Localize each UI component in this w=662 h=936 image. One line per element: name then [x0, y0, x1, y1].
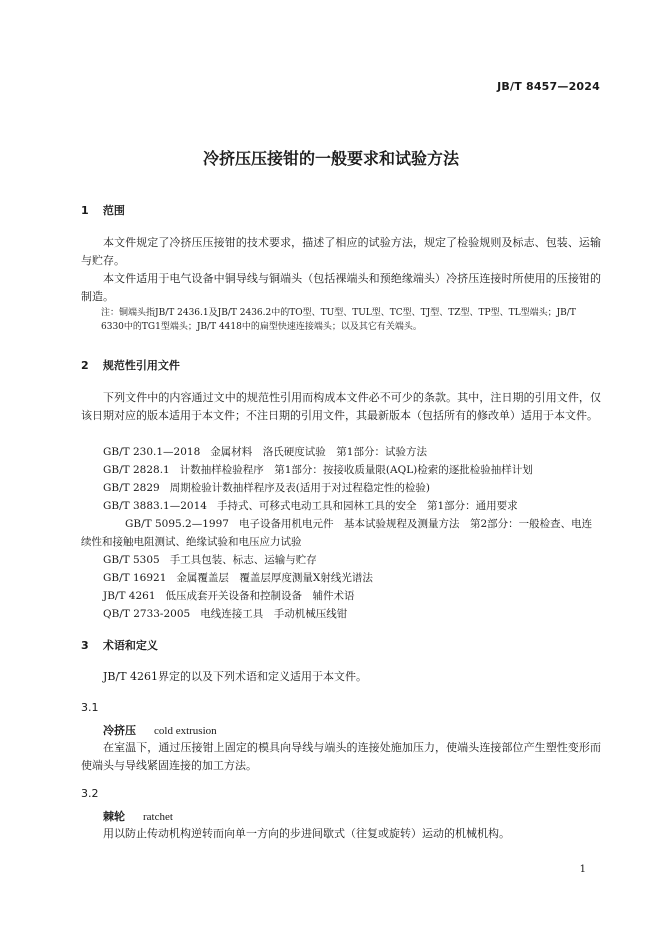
reference-code: JB/T 4261	[103, 590, 156, 602]
reference-item	[103, 443, 603, 461]
term-definition: 用以防止传动机构逆转而向单一方向的步进间歇式（往复或旋转）运动的机械机构。	[103, 827, 510, 840]
term-chinese: 棘轮	[103, 810, 125, 823]
reference-code: GB/T 2828.1	[103, 464, 170, 476]
reference-code: GB/T 16921	[103, 572, 167, 584]
scope-note	[101, 306, 599, 334]
term-number: 3.1	[81, 701, 99, 714]
terms-intro: JB/T 4261界定的以及下列术语和定义适用于本文件。	[103, 670, 368, 683]
section-number: 3	[81, 639, 89, 652]
reference-item	[103, 587, 603, 605]
term-definition: 在室温下，通过压接钳上固定的模具向导线与端头的连接处施加压力，使端头连接部位产生塑性变形而使端头与导线紧固连接的加工方法。	[81, 741, 601, 772]
section-number: 2	[81, 359, 89, 372]
section-title: 规范性引用文件	[102, 359, 180, 372]
reference-code: GB/T 5095.2—1997	[125, 518, 229, 530]
section-heading-references	[81, 357, 180, 373]
note-label: 注：	[101, 308, 120, 318]
reference-title: 周期检验计数抽样程序及表(适用于对过程稳定性的检验)	[169, 482, 430, 494]
page-number: 1	[579, 864, 586, 875]
section-heading-terms	[81, 637, 158, 653]
term-entry-ratchet	[103, 808, 173, 824]
section-number: 1	[81, 204, 89, 217]
term-number: 3.2	[81, 787, 99, 800]
reference-code: GB/T 2829	[103, 482, 160, 494]
standard-code: JB/T 8457—2024	[497, 80, 600, 93]
reference-item	[103, 551, 603, 569]
reference-title: 低压成套开关设备和控制设备 辅件术语	[165, 590, 355, 602]
reference-item	[103, 497, 603, 515]
reference-title: 电子设备用机电元件 基本试验规程及测量方法 第2部分：一般检查、电连续性和接触电阻测试、绝缘试验和电压应力试验	[81, 518, 593, 548]
reference-title: 金属覆盖层 覆盖层厚度测量X射线光谱法	[176, 572, 373, 584]
term-english: cold extrusion	[154, 725, 217, 737]
reference-title: 电线连接工具 手动机械压线钳	[200, 608, 348, 620]
reference-title: 手工具包装、标志、运输与贮存	[169, 554, 317, 566]
document-title: 冷挤压压接钳的一般要求和试验方法	[202, 149, 459, 168]
reference-item	[103, 461, 603, 479]
reference-title: 金属材料 洛氏硬度试验 第1部分：试验方法	[210, 446, 427, 458]
reference-item	[103, 479, 603, 497]
reference-title: 计数抽样检验程序 第1部分：按接收质量限(AQL)检索的逐批检验抽样计划	[179, 464, 533, 476]
section-title: 范围	[102, 204, 125, 217]
reference-item	[103, 605, 603, 623]
term-english: ratchet	[143, 811, 173, 823]
scope-paragraph-1: 本文件规定了冷挤压压接钳的技术要求，描述了相应的试验方法，规定了检验规则及标志、包装、运输与贮存。	[81, 236, 601, 267]
reference-code: QB/T 2733-2005	[103, 608, 191, 620]
reference-item	[81, 515, 601, 551]
section-heading-scope	[81, 202, 125, 218]
section-title: 术语和定义	[102, 639, 158, 652]
references-intro: 下列文件中的内容通过文中的规范性引用而构成本文件必不可少的条款。其中，注日期的引用文件，仅该日期对应的版本适用于本文件；不注日期的引用文件，其最新版本（包括所有的修改单）适用于本文件。	[81, 391, 601, 422]
scope-paragraph-2: 本文件适用于电气设备中铜导线与铜端头（包括裸端头和预绝缘端头）冷挤压连接时所使用的压接钳的制造。	[81, 272, 601, 303]
reference-item	[103, 569, 603, 587]
term-entry-cold-extrusion	[103, 722, 217, 738]
term-chinese: 冷挤压	[103, 724, 136, 737]
reference-code: GB/T 5305	[103, 554, 160, 566]
reference-code: GB/T 230.1—2018	[103, 446, 201, 458]
reference-title: 手持式、可移式电动工具和园林工具的安全 第1部分：通用要求	[216, 500, 518, 512]
note-text: 铜端头指JB/T 2436.1及JB/T 2436.2中的TO型、TU型、TUL型、TC型、TJ型、TZ型、TP型、TL型端头；JB/T 6330中的TG1型端头；JB/T 4418中的扁型快速连接端头；以及其它有关端头。	[101, 308, 576, 332]
reference-code: GB/T 3883.1—2014	[103, 500, 207, 512]
